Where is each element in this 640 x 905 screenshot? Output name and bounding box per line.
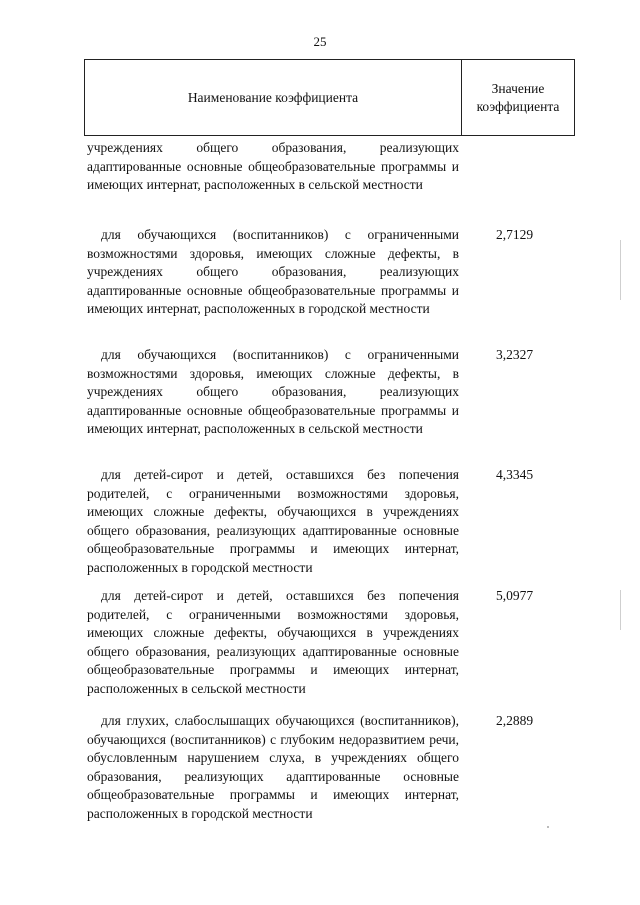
page-number: 25 bbox=[313, 34, 327, 49]
coefficient-name: для обучающихся (воспитанников) с ограниченными возможностями здоровья, имеющих сложные дефекты, в учреждениях общего образования, реализующих адаптированные основные общеобразовательные программы и имеющих интернат, расположенных в городской местности bbox=[87, 227, 459, 316]
coefficient-name: для детей-сирот и детей, оставшихся без попечения родителей, с ограниченными возможностями здоровья, имеющих сложные дефекты, обучающихся в учреждениях общего образования, реализующих адаптированные основные общеобразовательные программы и имеющих интернат, расположенных в сельской местности bbox=[87, 588, 459, 696]
coefficient-value: 2,2889 bbox=[496, 713, 534, 728]
coefficient-value: 3,2327 bbox=[496, 347, 534, 362]
table-row bbox=[87, 466, 575, 577]
column-header-value-line2: коэффициента bbox=[476, 98, 560, 114]
coefficient-value: 5,0977 bbox=[496, 588, 534, 603]
column-header-value-line1: Значение bbox=[491, 80, 545, 96]
coefficient-name: для детей-сирот и детей, оставшихся без попечения родителей, с ограниченными возможностями здоровья, имеющих сложные дефекты, обучающихся в учреждениях общего образования, реализующих адаптированные основные общеобразовательные программы и имеющих интернат, расположенных в городской местности bbox=[87, 467, 459, 575]
table-row bbox=[87, 712, 575, 823]
table-row bbox=[87, 139, 575, 195]
table-row bbox=[87, 587, 575, 698]
table-row bbox=[87, 226, 575, 319]
scan-dot bbox=[547, 826, 549, 828]
column-header-name: Наименование коэффициента bbox=[187, 89, 359, 105]
coefficient-value: 4,3345 bbox=[496, 467, 534, 482]
scan-edge-mark bbox=[620, 590, 621, 630]
coefficient-name: для глухих, слабослышащих обучающихся (воспитанников), обучающихся (воспитанников) с глубоким недоразвитием речи, обусловленным нарушением слуха, в учреждениях общего образования, реализующих адаптированные основные общеобразовательные программы и имеющих интернат, расположенных в городской местности bbox=[87, 713, 459, 821]
scan-edge-mark bbox=[620, 240, 621, 300]
column-header-value bbox=[462, 60, 574, 135]
coefficient-name: для обучающихся (воспитанников) с ограниченными возможностями здоровья, имеющих сложные дефекты, в учреждениях общего образования, реализующих адаптированные основные общеобразовательные программы и имеющих интернат, расположенных в сельской местности bbox=[87, 347, 459, 436]
table-header bbox=[84, 59, 575, 136]
coefficient-name: учреждениях общего образования, реализующих адаптированные основные общеобразовательные программы и имеющих интернат, расположенных в сельской местности bbox=[87, 140, 459, 192]
table-row bbox=[87, 346, 575, 439]
coefficient-value: 2,7129 bbox=[496, 227, 534, 242]
